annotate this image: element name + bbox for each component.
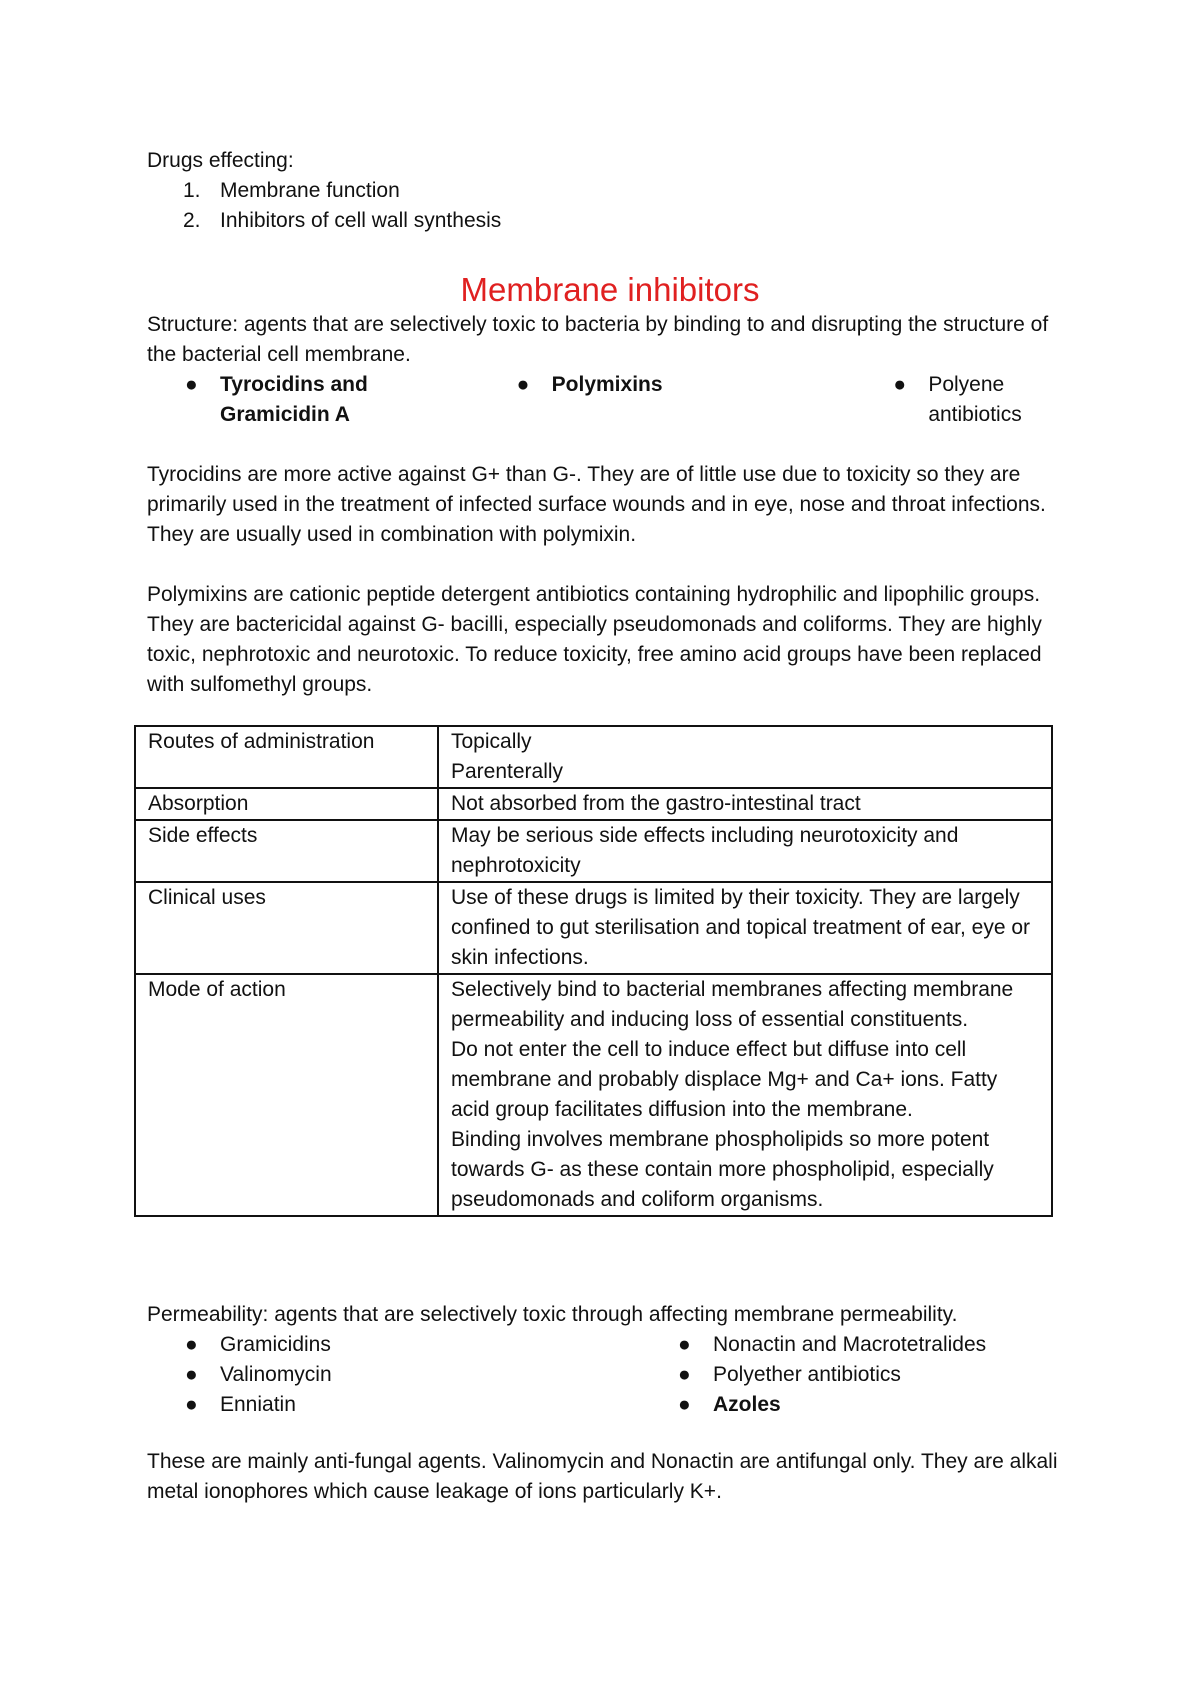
table-key: Routes of administration <box>135 726 438 788</box>
intro-heading: Drugs effecting: <box>147 149 294 172</box>
bullet-item <box>147 370 444 430</box>
polymixin-table <box>134 725 1053 1217</box>
bullet-item <box>640 1390 1040 1420</box>
table-value-line: May be serious side effects including neurotoxicity and nephrotoxicity <box>451 824 959 877</box>
bullet-item <box>147 1390 640 1420</box>
bullet-text: Polyether antibiotics <box>713 1363 901 1386</box>
table-key: Mode of action <box>135 974 438 1216</box>
bullet-line: antibiotics <box>928 403 1022 426</box>
table-value <box>438 974 1052 1216</box>
table-row <box>135 820 1052 882</box>
bullet-icon: ● <box>678 1363 691 1386</box>
list-text: Inhibitors of cell wall synthesis <box>220 209 502 232</box>
bullet-line: Tyrocidins and <box>220 373 368 396</box>
structure-text: Structure: agents that are selectively toxic to bacteria by binding to and disrupting the structure of the bacterial cell membrane. <box>147 313 1049 366</box>
bullet-icon: ● <box>185 373 198 396</box>
bullet-icon: ● <box>185 1393 198 1416</box>
bullet-item <box>640 1330 1040 1360</box>
intro-section <box>147 146 1047 236</box>
bullet-item <box>479 370 776 430</box>
bullet-item <box>640 1360 1040 1390</box>
bullet-text: Gramicidins <box>220 1333 331 1356</box>
bullet-column-right <box>640 1330 1040 1420</box>
list-text: Membrane function <box>220 179 400 202</box>
list-number: 2. <box>183 209 201 232</box>
table-key: Side effects <box>135 820 438 882</box>
antifungal-paragraph: These are mainly anti-fungal agents. Valinomycin and Nonactin are antifungal only. They are alkali metal ionophores which cause leakage of ions particularly K+. <box>147 1450 1058 1503</box>
permeability-section <box>147 1300 1067 1420</box>
table-value-line: Use of these drugs is limited by their toxicity. They are largely confined to gut sterilisation and topical treatment of ear, eye or skin infections. <box>451 886 1031 969</box>
bullet-item <box>855 370 1067 430</box>
table-value-line: Binding involves membrane phospholipids so more potent towards G- as these contain more phospholipid, especially pseudomonads and coliform organisms. <box>451 1128 994 1211</box>
bullet-column-left <box>147 1330 640 1420</box>
bullet-item <box>147 1360 640 1390</box>
list-number: 1. <box>183 179 201 202</box>
permeability-bullets <box>147 1330 1067 1420</box>
bullet-line: Gramicidin A <box>220 403 350 426</box>
intro-list <box>147 176 1047 236</box>
bullet-icon: ● <box>678 1333 691 1356</box>
tyrocidins-paragraph: Tyrocidins are more active against G+ than G-. They are of little use due to toxicity so they are primarily used in the treatment of infected surface wounds and in eye, nose and throat infections. They are usually used in combination with polymixin. <box>147 463 1046 546</box>
list-item <box>147 206 1047 236</box>
table-key: Clinical uses <box>135 882 438 974</box>
table-value-line: Do not enter the cell to induce effect but diffuse into cell membrane and probably displace Mg+ and Ca+ ions. Fatty acid group facilitates diffusion into the membrane. <box>451 1038 998 1121</box>
bullet-item <box>147 1330 640 1360</box>
bullet-text: Valinomycin <box>220 1363 332 1386</box>
structure-bullets <box>147 370 1067 430</box>
bullet-icon: ● <box>185 1333 198 1356</box>
table-value <box>438 882 1052 974</box>
table-key: Absorption <box>135 788 438 820</box>
table-value <box>438 726 1052 788</box>
bullet-line: Polymixins <box>551 373 663 396</box>
bullet-text: Enniatin <box>220 1393 296 1416</box>
table-value-line: Topically <box>451 730 532 753</box>
table-value-line: Not absorbed from the gastro-intestinal tract <box>451 792 861 815</box>
table-value <box>438 788 1052 820</box>
table-row <box>135 788 1052 820</box>
structure-section <box>147 310 1067 430</box>
table-value <box>438 820 1052 882</box>
bullet-text: Azoles <box>713 1393 781 1416</box>
permeability-text: Permeability: agents that are selectively toxic through affecting membrane permeability. <box>147 1303 958 1326</box>
section-title: Membrane inhibitors <box>460 271 760 308</box>
polymixins-paragraph: Polymixins are cationic peptide detergent antibiotics containing hydrophilic and lipophilic groups. They are bactericidal against G- bacilli, especially pseudomonads and coliforms. They are highly toxic, nephrotoxic and neurotoxic. To reduce toxicity, free amino acid groups have been replaced with sulfomethyl groups. <box>147 583 1042 696</box>
list-item <box>147 176 1047 206</box>
bullet-text: Nonactin and Macrotetralides <box>713 1333 987 1356</box>
table-row <box>135 974 1052 1216</box>
bullet-line: Polyene <box>928 373 1005 396</box>
table-row <box>135 882 1052 974</box>
table-row <box>135 726 1052 788</box>
bullet-icon: ● <box>678 1393 691 1416</box>
bullet-icon: ● <box>893 373 906 396</box>
bullet-icon: ● <box>185 1363 198 1386</box>
table-value-line: Selectively bind to bacterial membranes affecting membrane permeability and inducing loss of essential constituents. <box>451 978 1014 1031</box>
bullet-icon: ● <box>516 373 530 396</box>
table-value-line: Parenterally <box>451 760 564 783</box>
